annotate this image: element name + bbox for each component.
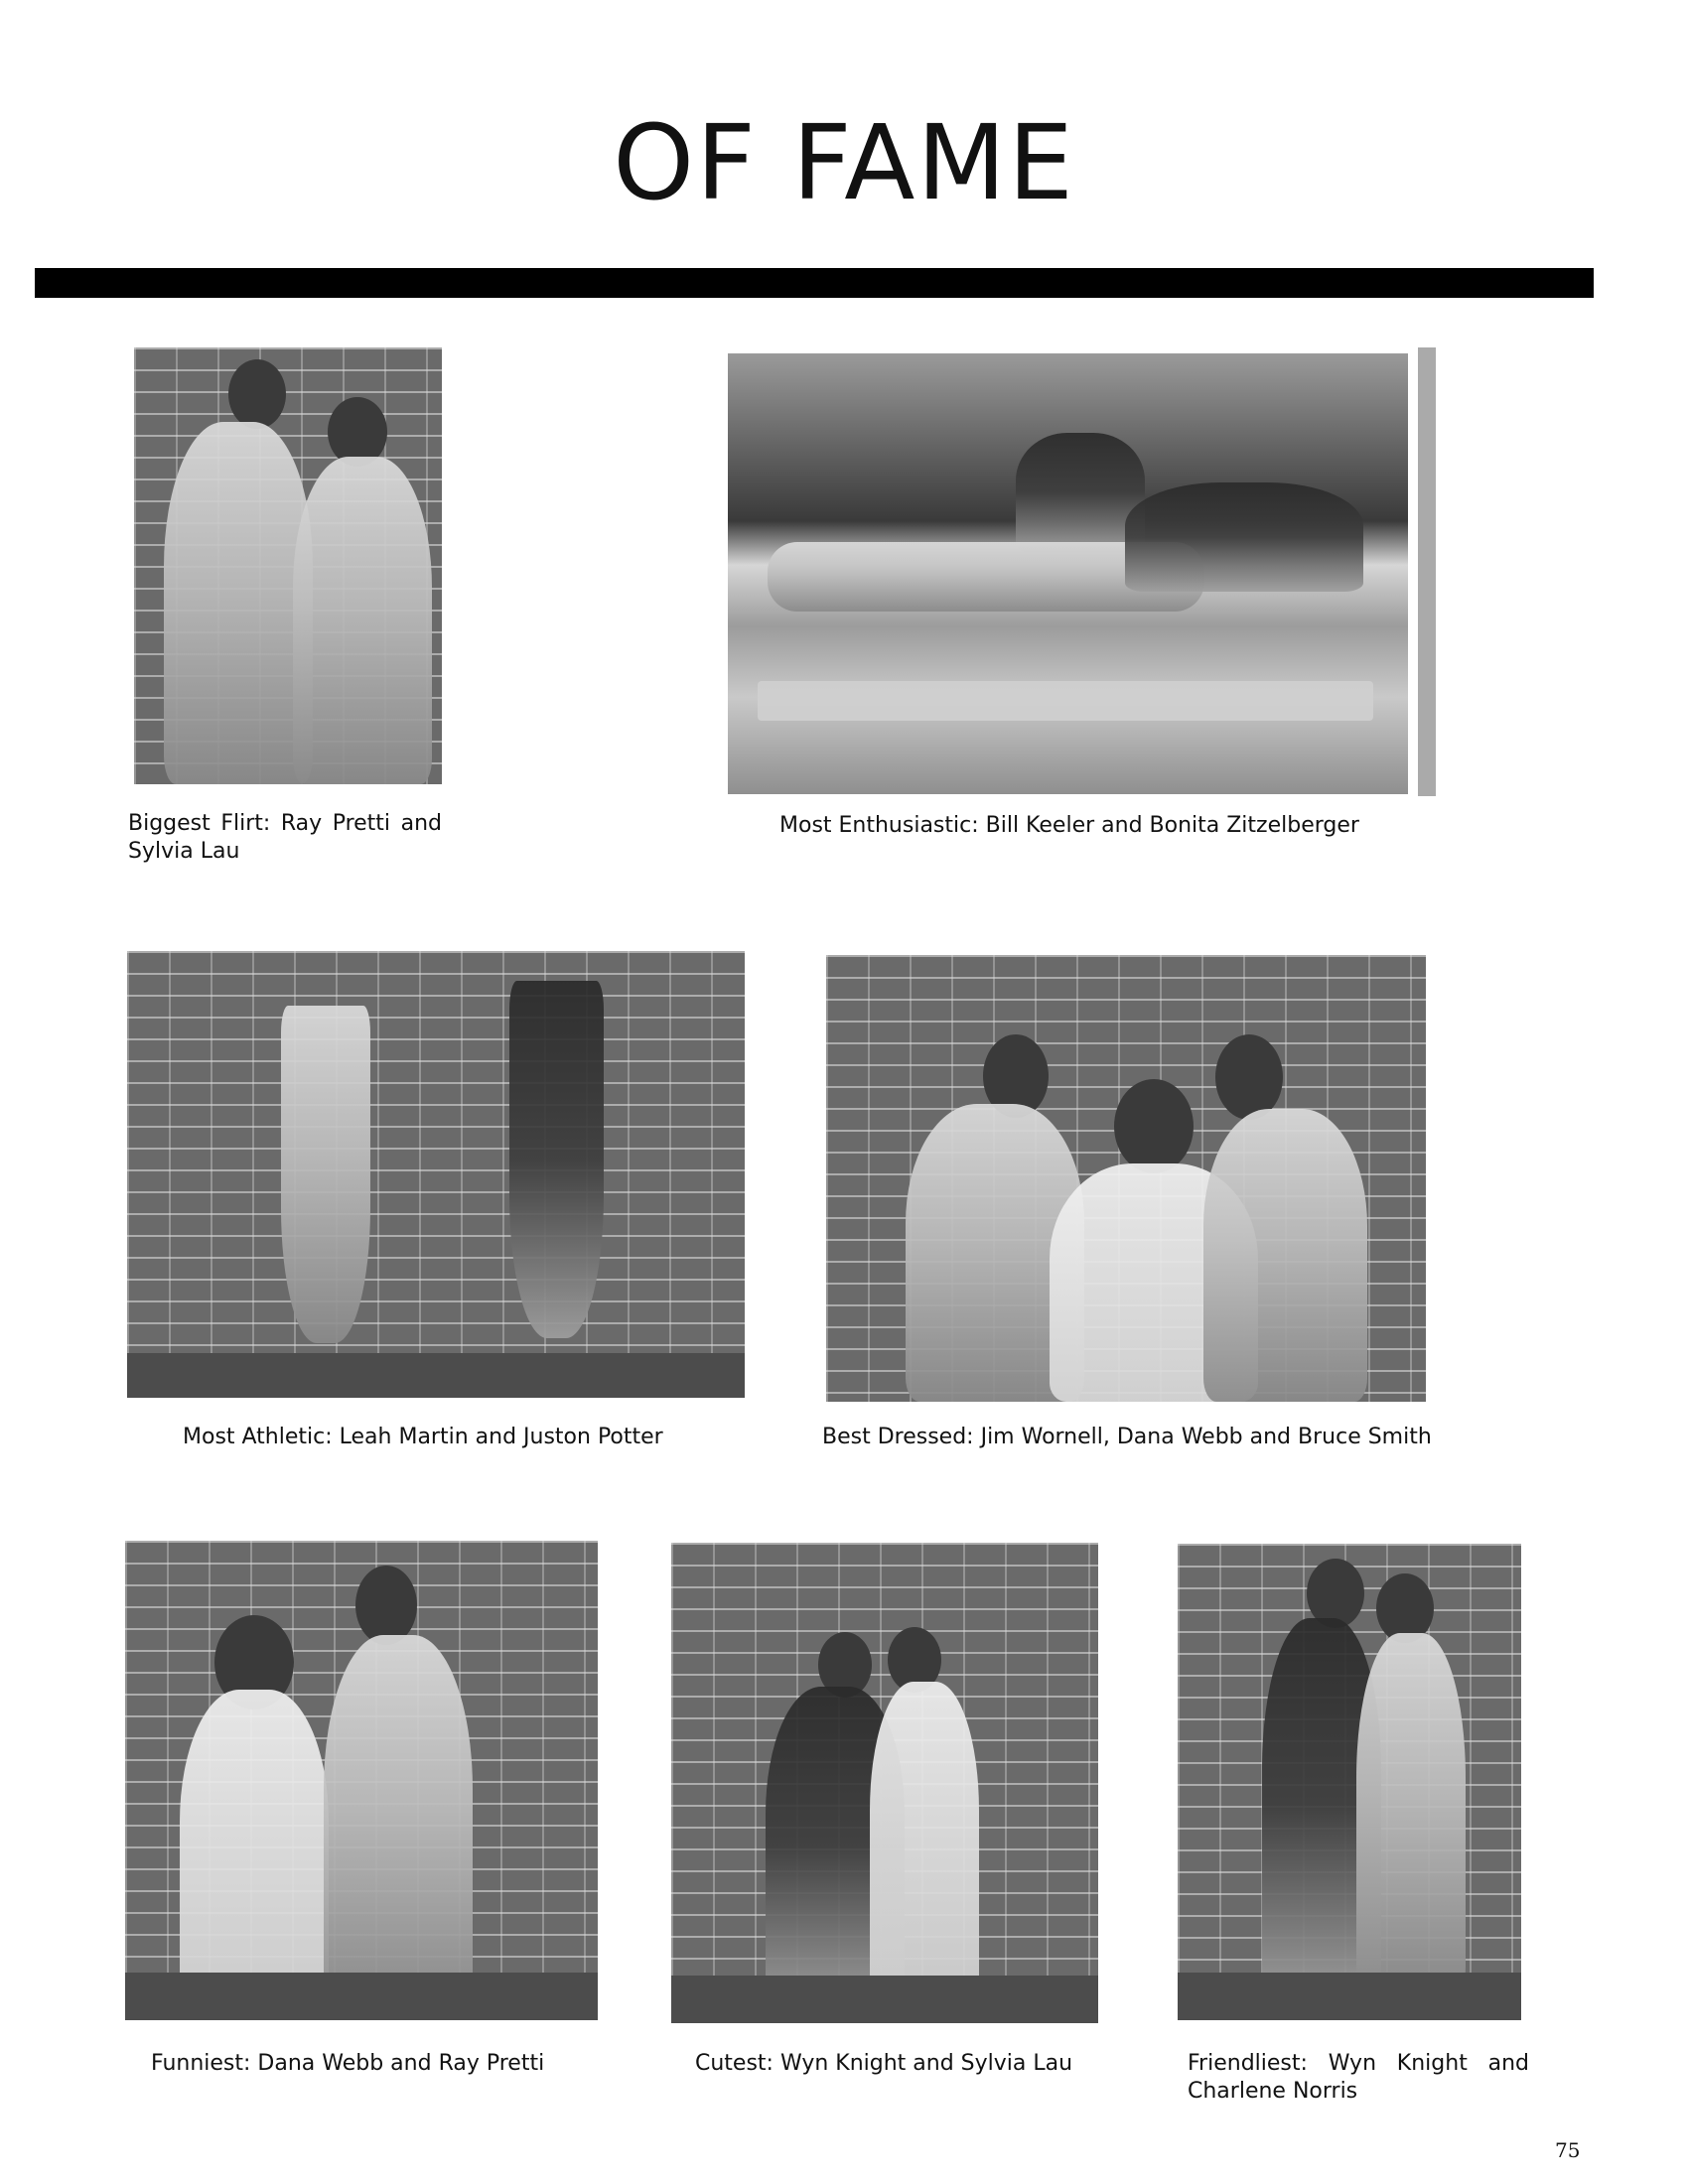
caption-funniest: Funniest: Dana Webb and Ray Pretti xyxy=(151,2051,545,2076)
photo-friendliest xyxy=(1178,1544,1521,2020)
photo-edge-bar xyxy=(1418,347,1436,796)
caption-biggest-flirt: Biggest Flirt: Ray Pretti and Sylvia Lau xyxy=(128,811,442,864)
caption-cutest: Cutest: Wyn Knight and Sylvia Lau xyxy=(695,2051,1073,2076)
caption-best-dressed: Best Dressed: Jim Wornell, Dana Webb and Bruce Smith xyxy=(822,1425,1432,1449)
page-title: OF FAME xyxy=(613,102,1075,223)
caption-most-enthusiastic: Most Enthusiastic: Bill Keeler and Bonita Zitzelberger xyxy=(779,813,1359,838)
photo-biggest-flirt xyxy=(134,347,442,784)
photo-cutest xyxy=(671,1543,1098,2023)
title-rule xyxy=(35,268,1594,298)
photo-most-athletic xyxy=(127,951,745,1398)
caption-most-athletic: Most Athletic: Leah Martin and Juston Potter xyxy=(183,1425,663,1449)
page-number: 75 xyxy=(1555,2138,1581,2162)
photo-funniest xyxy=(125,1541,598,2020)
photo-best-dressed xyxy=(826,955,1426,1402)
photo-most-enthusiastic xyxy=(728,353,1408,794)
caption-friendliest: Friendliest: Wyn Knight and Charlene Norris xyxy=(1188,2051,1529,2104)
